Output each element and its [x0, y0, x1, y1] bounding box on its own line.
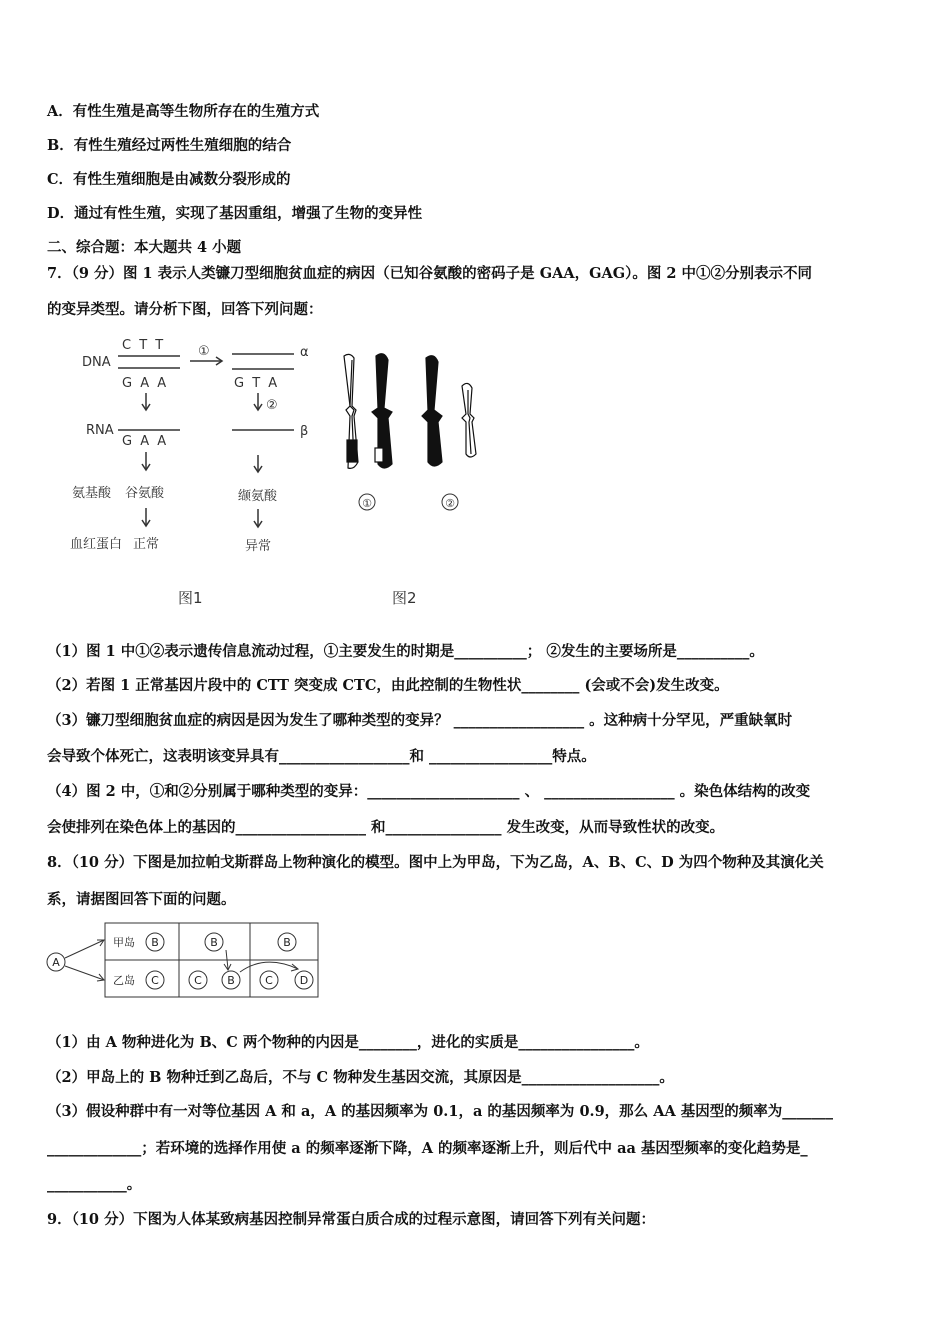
figure-2-caption: 图2: [392, 589, 417, 607]
q7-stem-line2: 的变异类型。请分析下图，回答下列问题：: [47, 301, 323, 318]
dna-bottom-strand: G A A: [122, 376, 169, 391]
q8-stem-line2: 系，请据图回答下面的问题。: [47, 891, 236, 908]
glutamate-label: 谷氨酸: [125, 486, 165, 501]
q8-sub3-line3: ___________。: [47, 1176, 142, 1193]
island-bottom-label: 乙岛: [113, 974, 135, 987]
q7-stem-line1: 7．（9 分）图 1 表示人类镰刀型细胞贫血症的病因（已知谷氨酸的密码子是 GAA，GAG）。图 2 中①②分别表示不同: [47, 265, 813, 282]
normal-label: 正常: [133, 537, 160, 552]
section-title: 二、综合题：本大题共 4 小题: [47, 239, 242, 256]
species-c-2: C: [194, 974, 202, 987]
q8-sub2: （2）甲岛上的 B 物种迁到乙岛后，不与 C 物种发生基因交流，其原因是___________________。: [47, 1069, 674, 1086]
hemoglobin-label: 血红蛋白: [70, 537, 123, 552]
rna-strand: G A A: [122, 434, 169, 449]
q7-sub3-line2: 会导致个体死亡，这表明该变异具有__________________和 _________________特点。: [47, 748, 596, 765]
chromosome-label-2: ②: [445, 497, 455, 510]
species-c-3: C: [265, 974, 273, 987]
option-a: A．有性生殖是高等生物所存在的生殖方式: [47, 103, 320, 120]
species-b-1: B: [151, 936, 159, 949]
species-b-4: B: [283, 936, 291, 949]
chromosome-pair-2: [422, 356, 476, 466]
q7-sub4-line2: 会使排列在染色体上的基因的__________________ 和________________ 发生改变，从而导致性状的改变。: [47, 819, 725, 836]
q7-sub1: （1）图 1 中①②表示遗传信息流动过程，①主要发生的时期是__________； ②发生的主要场所是__________。: [47, 643, 764, 660]
q8-sub1: （1）由 A 物种进化为 B、C 两个物种的内因是________，进化的实质是________________。: [47, 1034, 649, 1051]
island-top-label: 甲岛: [113, 936, 135, 949]
amino-acid-label: 氨基酸: [72, 486, 112, 501]
chromosome-pair-1: [344, 354, 392, 469]
mutant-strand: G T A: [234, 376, 280, 391]
valine-label: 缬氨酸: [238, 489, 278, 504]
dna-top-strand: C T T: [122, 338, 166, 353]
q9-stem: 9．（10 分）下图为人体某致病基因控制异常蛋白质合成的过程示意图，请回答下列有关问题：: [47, 1211, 656, 1228]
abnormal-label: 异常: [245, 539, 272, 554]
alpha-label: α: [300, 345, 309, 360]
q7-sub2: （2）若图 1 正常基因片段中的 CTT 突变成 CTC，由此控制的生物性状________ (会或不会)发生改变。: [47, 677, 729, 694]
species-d: D: [299, 974, 309, 987]
q8-sub3-line1: （3）假设种群中有一对等位基因 A 和 a，A 的基因频率为 0.1，a 的基因频率为 0.9，那么 AA 基因型的频率为_______: [47, 1103, 834, 1120]
species-c-1: C: [151, 974, 159, 987]
figure-1-caption: 图1: [178, 589, 203, 607]
species-b-2: B: [210, 936, 218, 949]
q8-sub3-line2: _____________；若环境的选择作用使 a 的频率逐渐下降，A 的频率逐渐上升，则后代中 aa 基因型频率的变化趋势是_: [47, 1140, 808, 1157]
step2-label: ②: [266, 398, 278, 413]
beta-label: β: [300, 424, 309, 439]
q7-sub3-line1: （3）镰刀型细胞贫血症的病因是因为发生了哪种类型的变异？ __________________ 。这种病十分罕见，严重缺氧时: [47, 712, 793, 729]
island-diagram: [40, 920, 330, 1000]
figure-2-chromosomes: [330, 350, 500, 530]
step1-label: ①: [198, 344, 210, 359]
q8-stem-line1: 8．（10 分）下图是加拉帕戈斯群岛上物种演化的模型。图中上为甲岛，下为乙岛，A、B、C、D 为四个物种及其演化关: [47, 854, 824, 871]
species-b-3: B: [227, 974, 235, 987]
option-c: C．有性生殖细胞是由减数分裂形成的: [47, 171, 291, 188]
rna-label: RNA: [86, 423, 114, 438]
species-a: A: [52, 956, 60, 969]
q7-sub4-line1: （4）图 2 中，①和②分别属于哪种类型的变异：_____________________ 、 __________________ 。染色体结构的改变: [47, 783, 811, 800]
dna-label: DNA: [82, 355, 111, 370]
option-d: D．通过有性生殖，实现了基因重组，增强了生物的变异性: [47, 205, 423, 222]
option-b: B．有性生殖经过两性生殖细胞的结合: [47, 137, 292, 154]
chromosome-label-1: ①: [362, 497, 372, 510]
